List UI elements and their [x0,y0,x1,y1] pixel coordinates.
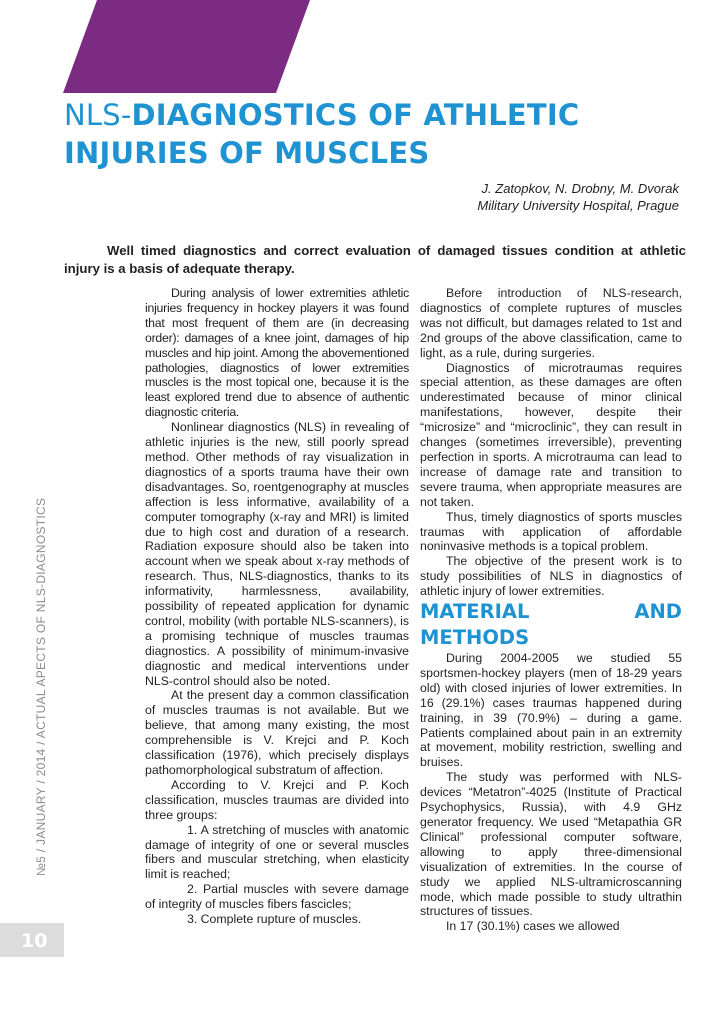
paragraph: In 17 (30.1%) cases we allowed [446,919,620,934]
paragraph: During analysis of lower extremities athletic injuries frequency in hockey players it was found that most frequent of them are (in decreasing order): damages of a knee joint, damages of hip muscles and hip joint. Among the abovementioned pathologies, diagnostics of lower extremities muscles is the most topical one, because it is the least explored trend due to absence of authentic diagnostic criteria. [145,286,409,420]
list-item: 2. Partial muscles with severe damage of integrity of muscles fibers fascicles; [145,882,409,912]
paragraph: The objective of the present work is to study possibilities of NLS in diagnostics of athletic injury of lower extremities. [420,554,682,599]
paragraph: During 2004-2005 we studied 55 sportsmen-hockey players (men of 18-29 years old) with closed injuries of lower extremities. In 16 (29.1%) cases traumas happened during training, in 39 (70.9%) – during a game. Patients complained about pain in an extremity at movement, mobility restriction, swelling and bruises. [420,651,682,770]
paragraph: At the present day a common classification of muscles traumas is not available. But we believe, that among many existing, the most comprehensible is V. Krejci and P. Koch classification (1976), which precisely displays pathomorphological substratum of affection. [145,688,409,777]
left-column [145,286,409,927]
right-column [420,286,682,934]
title-prefix: NLS- [64,98,132,132]
author-names: J. Zatopkov, N. Drobny, M. Dvorak [481,181,679,196]
author-affiliation: Military University Hospital, Prague [477,198,679,213]
title-main: DIAGNOSTICS OF ATHLETIC INJURIES OF MUSCLES [64,98,580,170]
journal-issue-label: №5 / JANUARY / 2014 / ACTUAL APECTS OF NLS-DIAGNOSTICS [34,497,48,876]
list-item: 1. A stretching of muscles with anatomic damage of integrity of one or several muscles fibers and muscular stretching, when elasticity limit is reached; [145,822,409,882]
paragraph: Nonlinear diagnostics (NLS) in revealing of athletic injuries is the new, still poorly spread method. Other methods of ray visualization in diagnostics of a sports trauma have their own disadvantages. So, roentgenography at muscles affection is less informative, availability of a computer tomography (x-ray and MRI) is limited due to high cost and duration of a research. Radiation exposure should also be taken into account when we speak about x-ray methods of research. Thus, NLS-diagnostics, thanks to its informativity, harmlessness, availability, possibility of repeated application for dynamic control, mobility (with portable NLS-scanners), is a promising technique of muscles traumas diagnostics. A possibility of minimum-invasive diagnostic and medical interventions under NLS-control should also be noted. [145,420,409,688]
header-banner [0,0,724,96]
paragraph: Before introduction of NLS-research, diagnostics of complete ruptures of muscles was not difficult, but damages related to 1st and 2nd groups of the above classification, came to light, as a rule, during surgeries. [420,286,682,360]
authors-block [477,180,679,214]
purple-parallelogram [63,0,310,93]
paragraph: The study was performed with NLS-devices “Metatron”-4025 (Institute of Practical Psychophysics, Russia), with 4.9 GHz generator frequency. We used “Metapathia GR Clinical” professional computer software, allowing to apply three-dimensional visualization of extremities. In the course of study we applied NLS-ultramicroscanning mode, which made possible to study ultrathin structures of tissues. [420,770,682,919]
list-item: 3. Complete rupture of muscles. [187,912,362,927]
sidebar-running-head [8,497,60,890]
paragraph: Diagnostics of microtraumas requires special attention, as these damages are often underestimated because of minor clinical manifestations, however, despite their “microsize” and “microclinic”, they can result in changes (sometimes irreversible), preventing perfection in sports. A microtrauma can lead to increase of damage rate and transition to severe trauma, when appropriate measures are not taken. [420,360,682,509]
page-number: 10 [21,930,48,952]
section-heading: MATERIAL AND METHODS [420,600,682,650]
paragraph: Thus, timely diagnostics of sports muscles traumas with application of affordable noninvasive methods is a topical problem. [420,509,682,554]
paragraph: According to V. Krejci and P. Koch classification, muscles traumas are divided into three groups: [145,777,409,822]
lead-paragraph: Well timed diagnostics and correct evaluation of damaged tissues condition at athletic injury is a basis of adequate therapy. [64,243,686,276]
article-title [64,96,684,172]
